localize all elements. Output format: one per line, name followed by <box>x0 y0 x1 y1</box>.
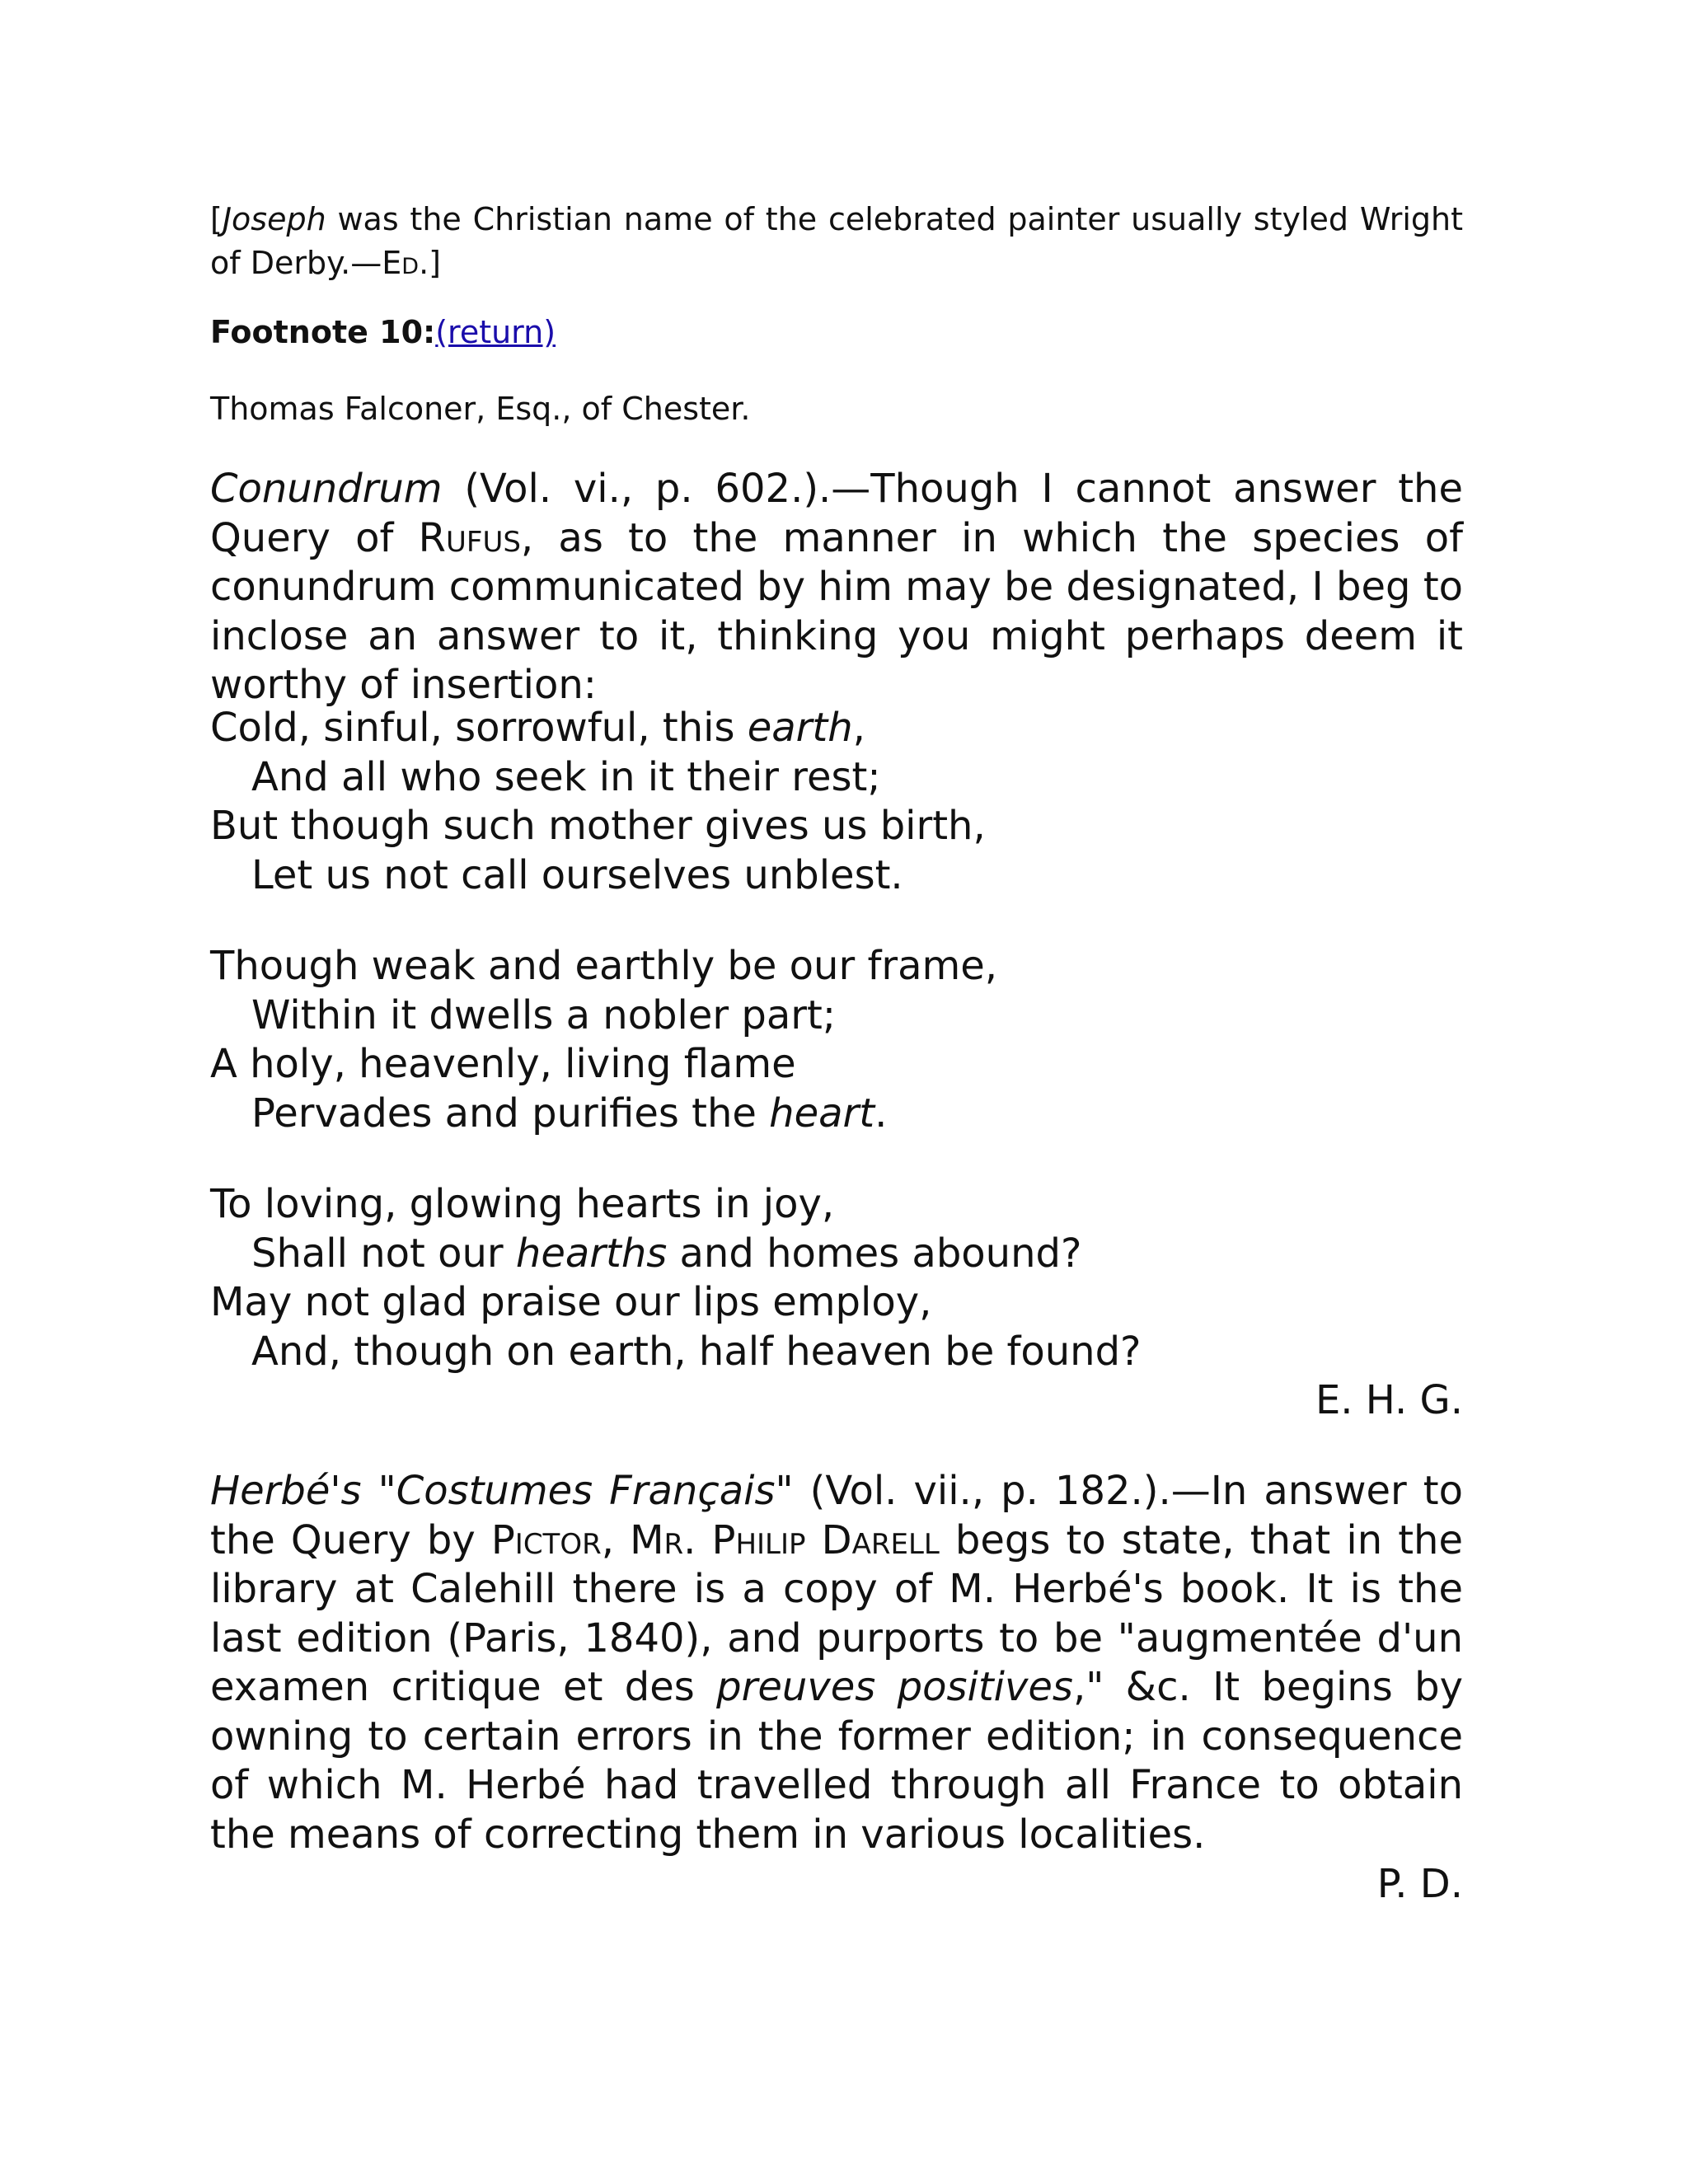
signature-pd: P. D. <box>1376 1861 1463 1907</box>
poem-line: Though weak and earthly be our frame, <box>210 943 998 989</box>
signature-ehg: E. H. G. <box>1315 1377 1463 1423</box>
footnote-9-text: [Joseph was the Christian name of the celebrated painter usually styled Wright of Derby.—Ed.] <box>210 201 1463 281</box>
poem-line: And all who seek in it their rest; <box>251 753 881 800</box>
poem-line: Shall not our hearths and homes abound? <box>251 1230 1082 1277</box>
poem-line: Cold, sinful, sorrowful, this earth, <box>210 705 865 751</box>
return-link[interactable]: (return) <box>435 314 556 350</box>
footnote-10-heading <box>210 312 556 353</box>
poem-line: Within it dwells a nobler part; <box>251 991 837 1038</box>
poem-line: To loving, glowing hearts in joy, <box>210 1181 835 1227</box>
poem-stanza-3 <box>210 1180 1463 1376</box>
poem-line: Pervades and purifies the heart. <box>251 1090 888 1137</box>
conundrum-paragraph: Conundrum (Vol. vi., p. 602.).—Though I cannot answer the Query of Rufus, as to the manner in which the species of conundrum communicated by him may be designated, I beg to inclose an answer to it, thinking you might perhaps deem it worthy of insertion: <box>210 466 1464 708</box>
poem-stanza-2 <box>210 942 1463 1138</box>
poem-stanza-1 <box>210 704 1463 900</box>
footnote-10-text: Thomas Falconer, Esq., of Chester. <box>210 391 751 427</box>
herbe-title: Herbé's "Costumes Français" <box>210 1468 794 1514</box>
poem-line: And, though on earth, half heaven be found? <box>251 1328 1142 1375</box>
conundrum-title: Conundrum <box>210 466 443 512</box>
footnote-10-label: Footnote 10: <box>210 314 436 350</box>
poem-line: A holy, heavenly, living flame <box>210 1041 796 1087</box>
poem-line: Let us not call ourselves unblest. <box>251 851 903 898</box>
herbe-paragraph: Herbé's "Costumes Français" (Vol. vii., p. 182.).—In answer to the Query by Pictor, Mr. Philip Darell begs to state, that in the library at Calehill there is a copy of M. Herbé's book. It is the last edition (Paris, 1840), and purports to be "augmentée d'un examen critique et des preuves positives," &c. It begins by owning to certain errors in the former edition; in consequence of which M. Herbé had travelled through all France to obtain the means of correcting them in various localities. <box>210 1468 1464 1858</box>
poem-line: But though such mother gives us birth, <box>210 803 986 849</box>
poem-line: May not glad praise our lips employ, <box>210 1279 932 1325</box>
